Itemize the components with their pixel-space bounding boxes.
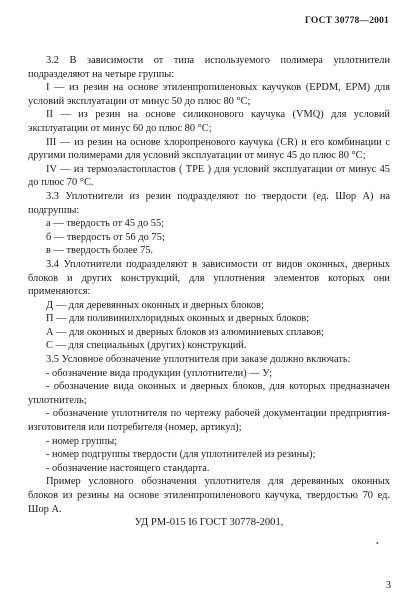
type-s: С — для специальных (других) конструкций. [46, 340, 247, 352]
type-d: Д — для деревянных оконных и дверных блоков; [46, 299, 264, 311]
designation-item-4: - номер группы; [46, 435, 118, 447]
type-p: П — для поливинилхлоридных оконных и дверных блоков; [46, 313, 310, 325]
paragraph-3-5: 3.5 Условное обозначение уплотнителя при заказе должно включать: [46, 354, 351, 366]
designation-item-1: - обозначение вида продукции (уплотнители) — У; [46, 367, 273, 379]
scan-speck: • [376, 539, 379, 548]
example-designation: УД РМ-015 I6 ГОСТ 30778-2001, [134, 517, 284, 529]
designation-item-6: - обозначение настоящего стандарта. [46, 462, 210, 474]
group-i: I — из резин на основе этиленпропиленовых каучуков (EPDM, EPM) для условий эксплуатации от минус 50 до плюс 80 °С; [28, 82, 390, 107]
page-number: 3 [385, 580, 391, 591]
type-a: А — для оконных и дверных блоков из алюминиевых сплавов; [46, 326, 324, 338]
group-iii: III — из резин на основе хлоропренового каучука (CR) и его комбинации с другими полимерами для условий эксплуатации от минус 45 до плюс 80 °С; [28, 136, 390, 162]
standard-header: ГОСТ 30778—2001 [304, 16, 389, 26]
subgroup-b: б — твердость от 56 до 75; [46, 231, 165, 243]
subgroup-v: в — твердость более 75. [46, 245, 154, 257]
paragraph-3-3: 3.3 Уплотнители из резин подразделяют по твердости (ед. Шор А) на подгруппы: [28, 190, 390, 216]
designation-item-3: - обозначение уплотнителя по чертежу рабочей документации предприятия-изготовителя или потребителя (номер, артикул); [28, 408, 390, 434]
designation-item-5: - номер подгруппы твердости (для уплотнителей из резины); [46, 449, 316, 461]
designation-item-2: - обозначение вида оконных и дверных блоков, для которых предназначен уплотнитель; [28, 381, 390, 406]
example-paragraph: Пример условного обозначения уплотнителя для деревянных оконных блоков из резины на основе этиленпропиленового каучука, твердостью 70 ед. Шор А. [28, 476, 390, 515]
paragraph-3-4: 3.4 Уплотнители подразделяют в зависимости от видов оконных, дверных блоков и других конструкций, для уплотнения элементов которых они применяются: [28, 258, 390, 298]
group-ii: II — из резин на основе силиконового каучука (VMQ) для условий эксплуатации от минус 60 до плюс 80 °С; [28, 109, 390, 134]
document-body [28, 54, 390, 530]
group-iv: IV — из термоэластопластов ( TPE ) для условий эксплуатации от минус 45 до плюс 70 °С. [28, 163, 390, 189]
subgroup-a: а — твердость от 45 до 55; [46, 218, 165, 230]
paragraph-3-2: 3.2 В зависимости от типа используемого полимера уплотнители подразделяют на четыре группы: [28, 55, 390, 80]
